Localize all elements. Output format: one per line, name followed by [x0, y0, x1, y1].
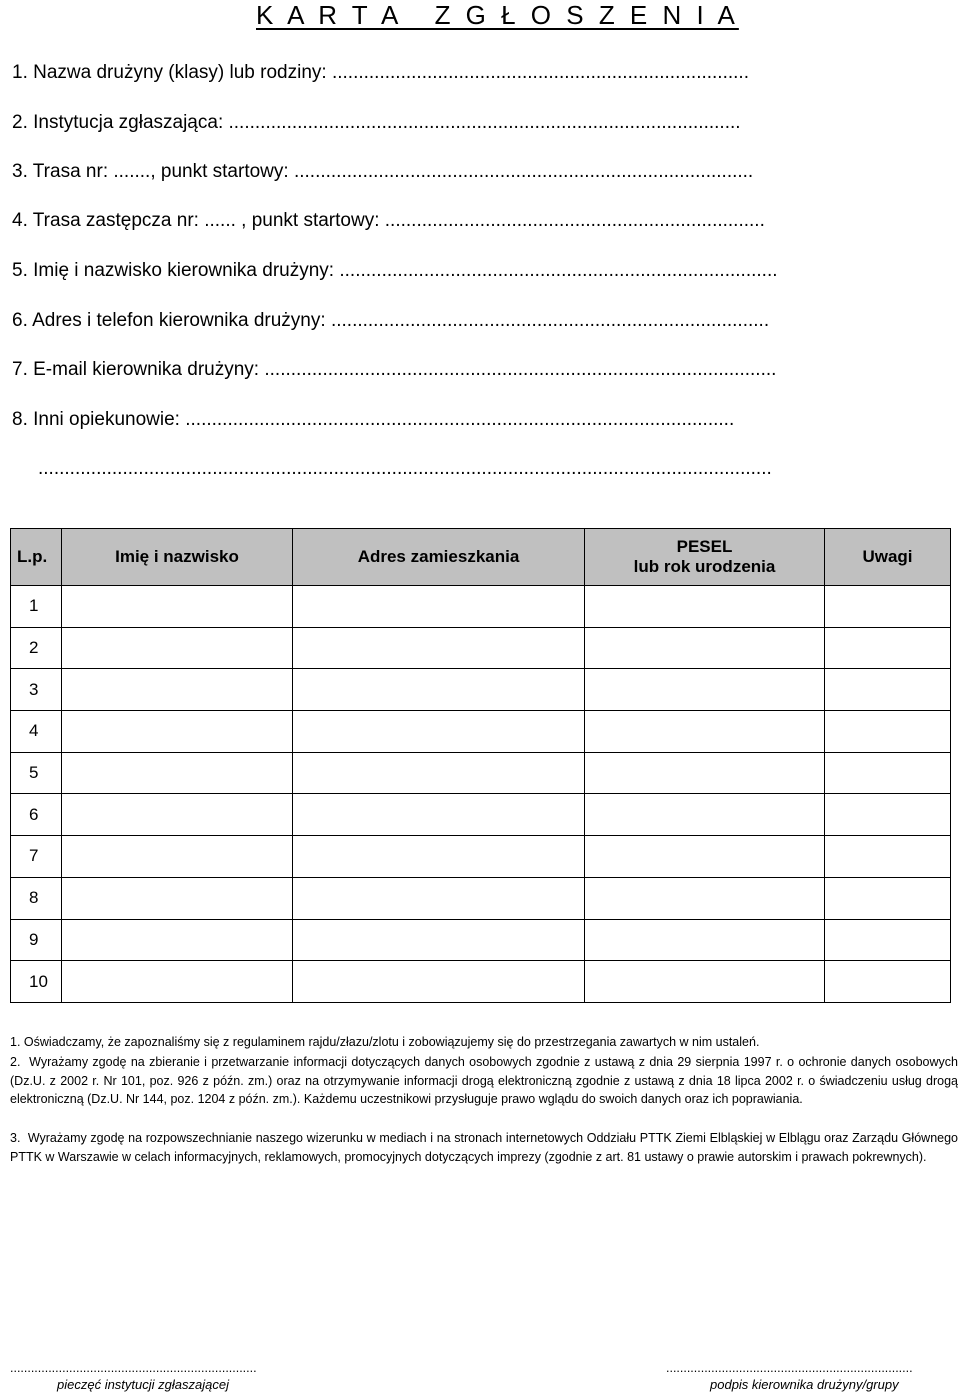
cell-notes[interactable]	[825, 919, 951, 961]
field-leader-email[interactable]	[12, 359, 776, 381]
cell-name[interactable]	[62, 919, 293, 961]
field-dots[interactable]: .................................................................................................	[223, 112, 741, 133]
declaration-2	[10, 1053, 958, 1109]
header-name: Imię i nazwisko	[62, 529, 293, 586]
row-number: 3	[11, 669, 62, 711]
cell-address[interactable]	[293, 794, 585, 836]
table-row	[11, 752, 951, 794]
cell-notes[interactable]	[825, 586, 951, 628]
field-dots[interactable]: .................................................................................................	[259, 359, 777, 380]
field-dots[interactable]: ........................................................................................................	[179, 409, 735, 430]
cell-notes[interactable]	[825, 752, 951, 794]
cell-address[interactable]	[293, 877, 585, 919]
declaration-number: 3.	[10, 1131, 21, 1145]
row-number: 7	[11, 836, 62, 878]
cell-pesel[interactable]	[585, 877, 825, 919]
cell-pesel[interactable]	[585, 627, 825, 669]
table-row	[11, 919, 951, 961]
cell-address[interactable]	[293, 711, 585, 753]
row-number: 9	[11, 919, 62, 961]
field-label: 2. Instytucja zgłaszająca:	[12, 112, 224, 133]
table-row	[11, 627, 951, 669]
cell-pesel[interactable]	[585, 961, 825, 1003]
declaration-number: 1.	[10, 1035, 21, 1049]
declaration-text: Wyrażamy zgodę na rozpowszechnianie naszego wizerunku w mediach i na stronach internetowych Oddziału PTTK Ziemi Elbląskiej w Elblągu oraz Zarządu Głównego PTTK w Warszawie w celach informacyjnych, reklamowych, promocyjnych dotyczących imprezy (zgodnie z art. 81 ustawy o prawie autorskim i prawach pokrewnych).	[10, 1131, 958, 1164]
cell-name[interactable]	[62, 627, 293, 669]
cell-address[interactable]	[293, 669, 585, 711]
field-label: 3. Trasa nr: ......., punkt startowy:	[12, 161, 289, 182]
field-label: 6. Adres i telefon kierownika drużyny:	[12, 310, 326, 331]
cell-notes[interactable]	[825, 669, 951, 711]
field-institution[interactable]	[12, 112, 741, 134]
declaration-1	[10, 1033, 958, 1052]
cell-notes[interactable]	[825, 877, 951, 919]
cell-pesel[interactable]	[585, 919, 825, 961]
field-other-guardians-cont[interactable]	[38, 458, 772, 480]
cell-pesel[interactable]	[585, 586, 825, 628]
declaration-number: 2.	[10, 1055, 21, 1069]
row-number: 2	[11, 627, 62, 669]
cell-address[interactable]	[293, 752, 585, 794]
cell-pesel[interactable]	[585, 752, 825, 794]
cell-notes[interactable]	[825, 836, 951, 878]
row-number: 1	[11, 586, 62, 628]
field-alt-route[interactable]	[12, 210, 765, 232]
cell-name[interactable]	[62, 586, 293, 628]
field-dots[interactable]: ...........................................................................................................................................	[38, 458, 772, 479]
cell-name[interactable]	[62, 836, 293, 878]
signature-caption: pieczęć instytucji zgłaszającej	[57, 1377, 229, 1392]
cell-notes[interactable]	[825, 627, 951, 669]
field-dots[interactable]: ...................................................................................	[334, 260, 778, 281]
cell-pesel[interactable]	[585, 836, 825, 878]
header-pesel-line2: lub rok urodzenia	[633, 557, 776, 576]
field-route[interactable]	[12, 161, 753, 183]
cell-name[interactable]	[62, 752, 293, 794]
cell-address[interactable]	[293, 961, 585, 1003]
cell-notes[interactable]	[825, 961, 951, 1003]
declaration-text: Oświadczamy, że zapoznaliśmy się z regulaminem rajdu/złazu/zlotu i zobowiązujemy się do przestrzegania zawartych w nim ustaleń.	[23, 1035, 760, 1049]
field-label: 1. Nazwa drużyny (klasy) lub rodziny:	[12, 62, 327, 83]
cell-name[interactable]	[62, 877, 293, 919]
header-notes: Uwagi	[825, 529, 951, 586]
cell-name[interactable]	[62, 961, 293, 1003]
field-label: 7. E-mail kierownika drużyny:	[12, 359, 260, 380]
row-number: 6	[11, 794, 62, 836]
header-lp: L.p.	[11, 529, 62, 586]
cell-address[interactable]	[293, 836, 585, 878]
field-dots[interactable]: .......................................................................................	[288, 161, 754, 182]
cell-address[interactable]	[293, 586, 585, 628]
signature-caption: podpis kierownika drużyny/grupy	[710, 1377, 899, 1392]
field-dots[interactable]: ........................................................................	[379, 210, 765, 231]
field-leader-name[interactable]	[12, 260, 778, 282]
cell-notes[interactable]	[825, 794, 951, 836]
declaration-3	[10, 1129, 958, 1166]
table-row	[11, 794, 951, 836]
table-row	[11, 669, 951, 711]
signature-line[interactable]: .......................................................................	[666, 1361, 913, 1375]
signature-line[interactable]: .......................................................................	[10, 1361, 257, 1375]
field-dots[interactable]: ...................................................................................	[325, 310, 770, 331]
field-dots[interactable]: ...............................................................................	[326, 62, 749, 83]
table-row	[11, 877, 951, 919]
cell-address[interactable]	[293, 919, 585, 961]
cell-pesel[interactable]	[585, 794, 825, 836]
declaration-text: Wyrażamy zgodę na zbieranie i przetwarzanie informacji dotyczących danych osobowych zgodnie z ustawą z dnia 29 sierpnia 1997 r. o ochronie danych osobowych (Dz.U. z 2002 r. Nr 101, poz. 926 z późn. zm.) oraz na otrzymywanie informacji drogą elektroniczną zgodnie z ustawą z dnia 18 lipca 2002 r. o świadczeniu usług drogą elektroniczną (Dz.U. Nr 144, poz. 1204 z późn. zm.). Każdemu uczestnikowi przysługuje prawo wglądu do swoich danych oraz ich poprawiania.	[10, 1055, 958, 1106]
header-address: Adres zamieszkania	[293, 529, 585, 586]
row-number: 8	[11, 877, 62, 919]
cell-pesel[interactable]	[585, 711, 825, 753]
table-row	[11, 836, 951, 878]
row-number: 5	[11, 752, 62, 794]
field-other-guardians[interactable]	[12, 409, 734, 431]
table-row	[11, 711, 951, 753]
table-row	[11, 961, 951, 1003]
header-pesel	[585, 529, 825, 586]
cell-name[interactable]	[62, 669, 293, 711]
field-team-name[interactable]	[12, 62, 749, 84]
field-label: 4. Trasa zastępcza nr: ...... , punkt startowy:	[12, 210, 380, 231]
signature-right	[666, 1361, 956, 1392]
header-pesel-line1: PESEL	[676, 537, 733, 556]
cell-name[interactable]	[62, 794, 293, 836]
field-leader-address[interactable]	[12, 310, 769, 332]
table-row	[11, 586, 951, 628]
cell-address[interactable]	[293, 627, 585, 669]
members-table	[10, 528, 951, 1003]
cell-name[interactable]	[62, 711, 293, 753]
row-number: 4	[11, 711, 62, 753]
field-label: 5. Imię i nazwisko kierownika drużyny:	[12, 260, 335, 281]
cell-pesel[interactable]	[585, 669, 825, 711]
signature-left	[10, 1361, 310, 1392]
form-title: K A R T A Z G Ł O S Z E N I A	[256, 0, 739, 30]
table-header-row	[11, 529, 951, 586]
cell-notes[interactable]	[825, 711, 951, 753]
row-number: 10	[11, 961, 62, 1003]
field-label: 8. Inni opiekunowie:	[12, 409, 180, 430]
